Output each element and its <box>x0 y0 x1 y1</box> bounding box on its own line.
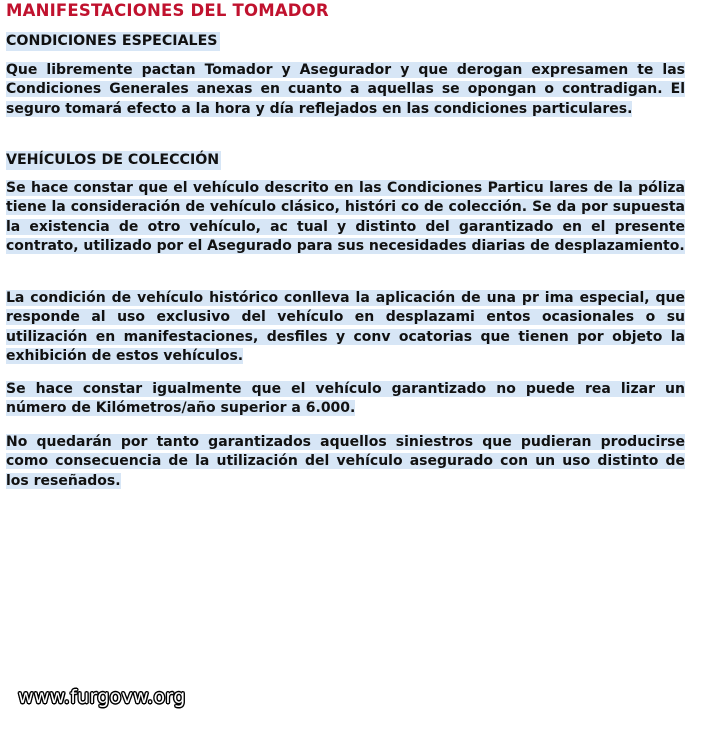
section-heading-vehiculos-coleccion: VEHÍCULOS DE COLECCIÓN <box>6 152 220 168</box>
paragraph-text: Se hace constar que el vehículo descrito en las Condiciones Particu lares de la póliza tiene la consideración de vehículo clásico, históri co de colección. Se da por supuesta la existencia de otro vehículo, ac tual y distinto del garantizado en el presente contrato, utilizado por el Asegurado para sus necesidades diarias de desplazamiento. <box>6 180 685 255</box>
paragraph-siniestros <box>6 433 685 491</box>
paragraph-text: La condición de vehículo histórico conlleva la aplicación de una pr ima especial, que responde al uso exclusivo del vehículo en desplazami entos ocasionales o su utilización en manifestaciones, desfiles y conv ocatorias que tienen por objeto la exhibición de estos vehículos. <box>6 290 685 365</box>
paragraph-text: Se hace constar igualmente que el vehículo garantizado no puede rea lizar un número de Kilómetros/año superior a 6.000. <box>6 381 685 417</box>
paragraph-text: Que libremente pactan Tomador y Asegurador y que derogan expresamen te las Condiciones Generales anexas en cuanto a aquellas se opongan o contradigan. El seguro tomará efecto a la hora y día reflejados en las condiciones particulares. <box>6 62 685 117</box>
paragraph-condiciones-especiales <box>6 61 685 119</box>
paragraph-kilometros <box>6 380 685 419</box>
paragraph-vehiculo-clasico <box>6 179 685 257</box>
paragraph-text: No quedarán por tanto garantizados aquellos siniestros que pudieran producirse como consecuencia de la utilización del vehículo asegurado con un uso distinto de los reseñados. <box>6 434 685 489</box>
document-title: MANIFESTACIONES DEL TOMADOR <box>6 1 329 20</box>
site-watermark: www.furgovw.org <box>18 686 186 708</box>
section-heading-condiciones-especiales: CONDICIONES ESPECIALES <box>6 33 218 49</box>
paragraph-vehiculo-historico <box>6 289 685 367</box>
